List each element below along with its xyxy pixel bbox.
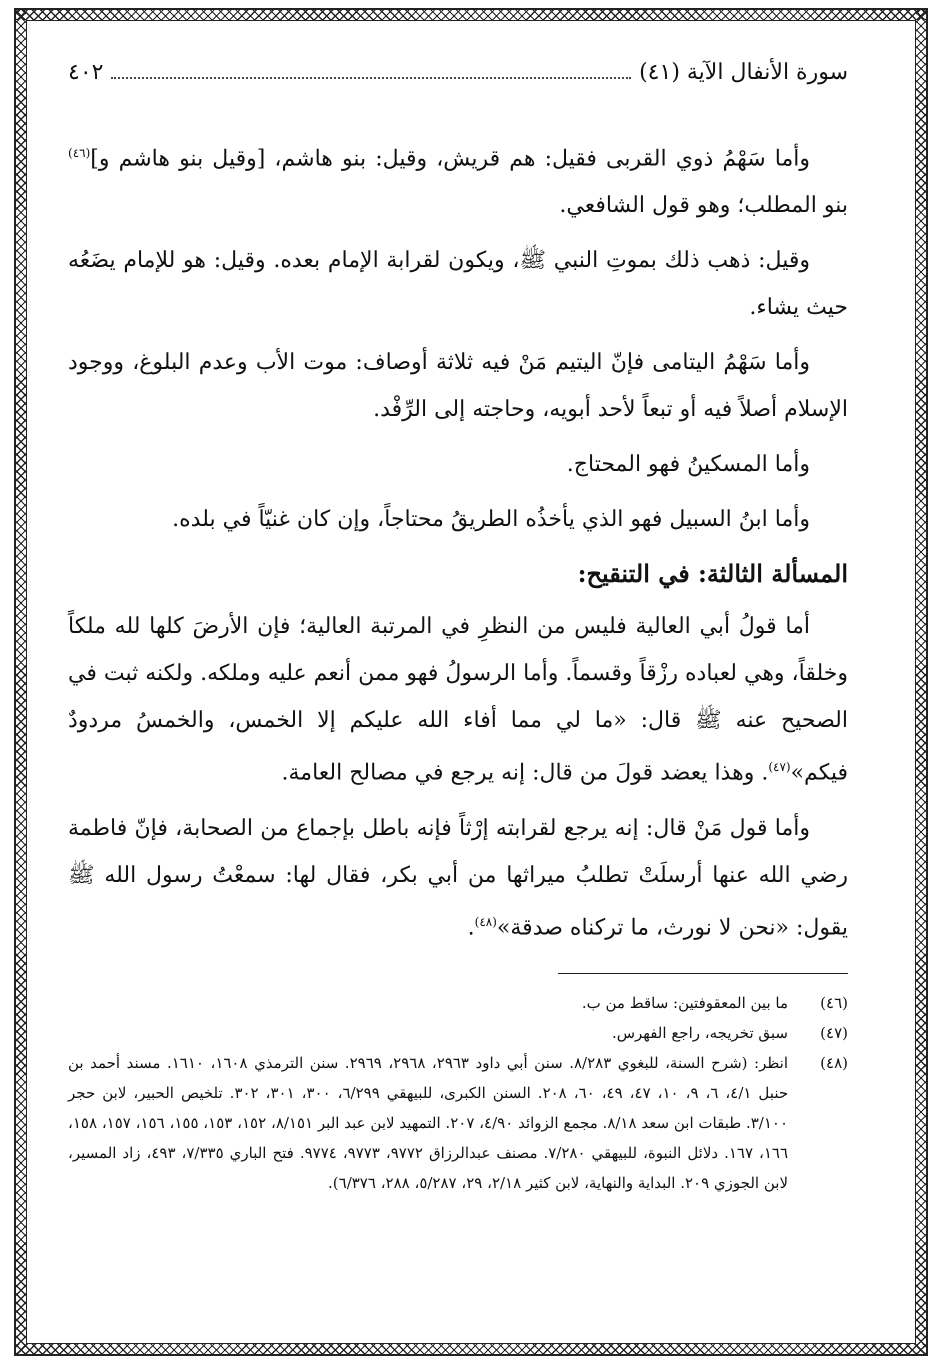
footnote-text: ما بين المعقوفتين: ساقط من ب.	[581, 993, 788, 1012]
footnote-ref[interactable]: (٤٦)	[68, 146, 91, 160]
border-chain-right	[916, 10, 926, 1354]
footnote-number: (٤٦)	[820, 993, 848, 1012]
border-chain-top	[16, 10, 926, 20]
header-dot-leader	[111, 77, 631, 79]
running-header	[68, 56, 848, 90]
border-chain-bottom	[16, 1344, 926, 1354]
footnote-number: (٤٨)	[820, 1053, 848, 1072]
paragraph: وأما ابنُ السبيل فهو الذي يأخذُه الطريقُ محتاجاً، وإن كان غنيّاً في بلده.	[172, 507, 810, 533]
section-heading: المسألة الثالثة: في التنقيح:	[577, 559, 848, 589]
footnote-text: سبق تخريجه، راجع الفهرس.	[611, 1023, 788, 1042]
footnote-ref[interactable]: (٤٨)	[474, 914, 497, 929]
paragraph: وأما المسكينُ فهو المحتاج.	[566, 452, 810, 478]
border-chain-left	[16, 10, 26, 1354]
footnote-item	[68, 1048, 848, 1198]
page-content	[68, 56, 848, 1198]
footnote-text: انظر: (شرح السنة، للبغوي ٨/٢٨٣. سنن أبي داود ٢٩٦٣، ٢٩٦٨، ٢٩٦٩. سنن الترمذي ١٦٠٨، ١٦١٠. مسند أحمد بن حنبل ٤/١، ٦، ٩، ١٠، ٤٧، ٤٩، ٦٠، ٢٠٨. السنن الكبرى، للبيهقي ٦/٢٩٩، ٣٠٠، ٣٠١، ٣٠٢. تلخيص الحبير، لابن حجر ٣/١٠٠. طبقات ابن سعد ٨/١٨. مجمع الزوائد ٤/٩٠، ٢٠٧. التمهيد لابن عبد البر ٨/١٥١، ١٥٢، ١٥٣، ١٥٥، ١٥٦، ١٥٧، ١٥٨، ١٦٦، ١٦٧. دلائل النبوة، للبيهقي ٧/٢٨٠. مصنف عبدالرزاق ٩٧٧٢، ٩٧٧٣، ٩٧٧٤. فتح الباري ٧/٣٣٥، ٤٩٣، زاد المسير، لابن الجوزي ٢٠٩. البداية والنهاية، لابن كثير ٢/١٨، ٢٩، ٥/٢٨٧، ٢٨٨، ٦/٣٧٦).	[68, 1053, 789, 1192]
paragraph: وقيل: ذهب ذلك بموتِ النبي ﷺ، ويكون لقرابة الإمام بعده. وقيل: هو للإمام يضَعُه حيث يشاء.	[68, 248, 848, 321]
footnotes	[68, 988, 848, 1198]
footnote-number: (٤٧)	[820, 1023, 848, 1042]
paragraph: وأما قول مَنْ قال: إنه يرجع لقرابته إرْثاً فإنه باطل بإجماع من الصحابة، فإنّ فاطمة رضي الله عنها أرسلَتْ تطلبُ ميراثها من أبي بكر، فقال لها: سمعْتُ رسول الله ﷺ يقول: «نحن لا نورث، ما تركناه صدقة»$^{(٤٨)}$.	[68, 815, 848, 940]
main-text	[68, 130, 848, 951]
footnote-ref[interactable]: (٤٧)	[768, 760, 791, 775]
paragraph: وأما سَهْمُ اليتامى فإنّ اليتيم مَنْ فيه ثلاثة أوصاف: موت الأب وعدم البلوغ، ووجود الإسلام أصلاً فيه أو تبعاً لأحد أبويه، وحاجته إلى الرِّفْد.	[68, 350, 848, 423]
page-number: ٤٠٢	[68, 60, 104, 85]
footnote-item	[68, 988, 848, 1018]
running-title: سورة الأنفال الآية (٤١)	[639, 60, 848, 85]
paragraph: أما قولُ أبي العالية فليس من النظرِ في المرتبة العالية؛ فإن الأرضَ كلها لله ملكاً وخلقاً، وهي لعباده رزْقاً وقسماً. وأما الرسولُ فهو ممن أنعم عليه وملكه. ولكنه ثبت في الصحيح عنه ﷺ قال: «ما لي مما أفاء الله عليكم إلا الخمس، والخمسُ مردودٌ فيكم»$^{(٤٧)}$. وهذا يعضد قولَ من قال: إنه يرجع في مصالح العامة.	[68, 614, 848, 786]
footnote-separator	[558, 973, 848, 974]
paragraph: وأما سَهْمُ ذوي القربى فقيل: هم قريش، وقيل: بنو هاشم، [وقيل بنو هاشم و]$^{(٤٦)}$ بنو المطلب؛ وهو قول الشافعي.	[68, 146, 848, 219]
footnote-item	[68, 1018, 848, 1048]
